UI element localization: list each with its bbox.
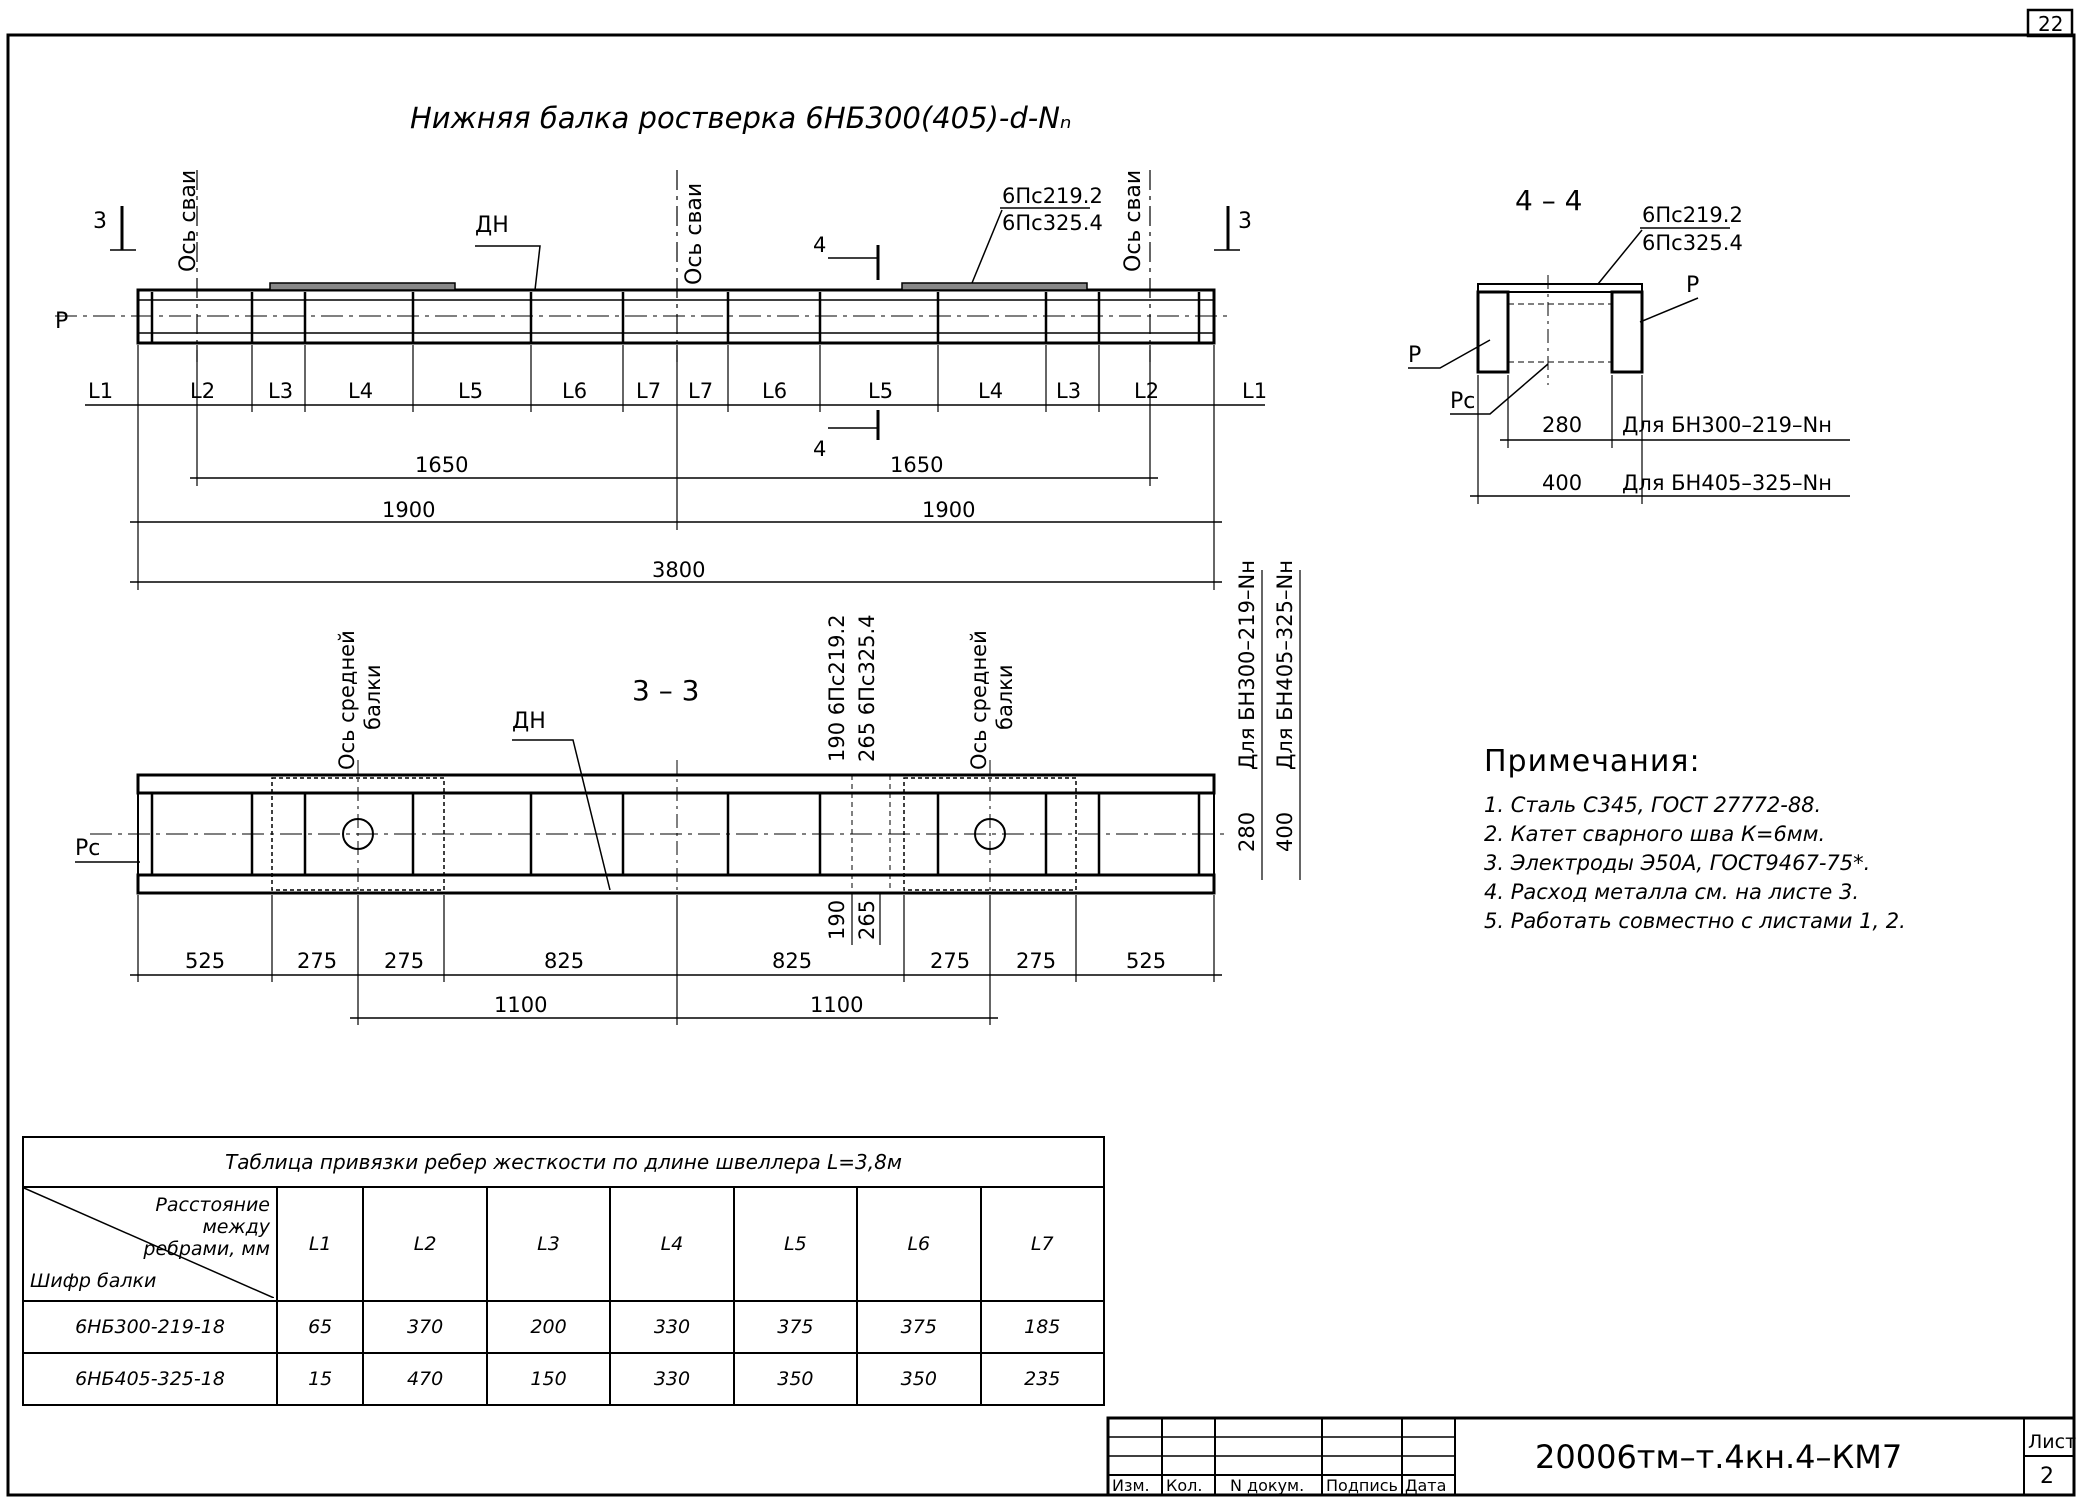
plate-label-2: 6Пс325.4	[1002, 211, 1103, 235]
col-header: L4	[610, 1187, 733, 1301]
cell: 470	[363, 1353, 486, 1405]
p-label: Р	[55, 309, 69, 334]
table-corner-header	[23, 1187, 277, 1301]
col-header: L7	[981, 1187, 1105, 1301]
s44-dim-280: 280	[1542, 413, 1583, 437]
section-4-bottom: 4	[813, 437, 827, 461]
spacing-label: L4	[978, 379, 1004, 403]
bottom-dim: 825	[772, 949, 813, 973]
col-header: L2	[363, 1187, 486, 1301]
v-dim-400: 400	[1273, 811, 1297, 852]
plan33-title: 3 – 3	[632, 674, 700, 707]
note-item: 1. Сталь С345, ГОСТ 27772-88.	[1484, 793, 1822, 817]
section-mark-right: 3	[1238, 209, 1252, 234]
s44-for-400: Для БН405–325–Nн	[1622, 471, 1832, 495]
cell: 375	[857, 1301, 980, 1353]
title-block	[1108, 1418, 2076, 1495]
stamp-col: Изм.	[1112, 1476, 1150, 1495]
s44-dim-400: 400	[1542, 471, 1583, 495]
stamp-sheet-label: Лист	[2028, 1431, 2077, 1453]
cell: 370	[363, 1301, 486, 1353]
notes-block	[1484, 744, 1906, 936]
spacing-label: L7	[636, 379, 662, 403]
bottom-dim: 275	[384, 949, 425, 973]
axis-mid-beam-left-1: Ось средней	[335, 630, 359, 770]
table-row	[23, 1353, 1104, 1405]
s44-pc: Рс	[1450, 389, 1476, 414]
axis-label-left: Ось сваи	[176, 169, 201, 272]
spacing-label: L6	[562, 379, 588, 403]
v-dim-190: 190	[825, 899, 849, 940]
top-plate-left	[270, 283, 455, 290]
section-4-top: 4	[813, 233, 827, 257]
row-name: 6НБ300-219-18	[23, 1301, 277, 1353]
stamp-code: 20006тм–т.4кн.4–КМ7	[1535, 1438, 1903, 1476]
bottom-dim: 825	[544, 949, 585, 973]
v-190-label: 190 6Пс219.2	[825, 614, 849, 762]
notes-title: Примечания:	[1484, 744, 1701, 779]
cell: 65	[277, 1301, 363, 1353]
stamp-col: Кол.	[1166, 1476, 1203, 1495]
v-dim-280: 280	[1235, 811, 1259, 852]
note-item: 4. Расход металла см. на листе 3.	[1484, 880, 1860, 904]
spacing-label: L4	[348, 379, 374, 403]
axis-mid-beam-right-1: Ось средней	[967, 630, 991, 770]
dim-1650-b: 1650	[890, 453, 944, 477]
cell: 350	[857, 1353, 980, 1405]
note-item: 2. Катет сварного шва К=6мм.	[1484, 822, 1826, 846]
v-265-label: 265 6Пс325.4	[855, 614, 879, 762]
spacing-label: L2	[1134, 379, 1160, 403]
note-item: 5. Работать совместно с листами 1, 2.	[1484, 909, 1906, 933]
section-mark-left: 3	[93, 209, 107, 234]
v-dim-265: 265	[855, 899, 879, 940]
table-row	[23, 1301, 1104, 1353]
axis-mid-beam-left-2: балки	[361, 664, 385, 730]
row-name: 6НБ405-325-18	[23, 1353, 277, 1405]
stamp-sheet-no: 2	[2040, 1464, 2054, 1489]
bottom-dim: 275	[297, 949, 338, 973]
dim-1900-a: 1900	[382, 498, 436, 522]
cell: 200	[487, 1301, 610, 1353]
axis-label-mid: Ось сваи	[682, 182, 707, 285]
s44-plate-2: 6Пс325.4	[1642, 231, 1743, 255]
cell: 15	[277, 1353, 363, 1405]
plan-pc: Рс	[75, 836, 101, 861]
cell: 330	[610, 1301, 733, 1353]
plan-3-3	[75, 560, 1300, 1025]
s44-for-280: Для БН300–219–Nн	[1622, 413, 1832, 437]
header-right: Расстояние между ребрами, мм	[143, 1194, 270, 1260]
spacing-label: L1	[88, 379, 114, 403]
cell: 150	[487, 1353, 610, 1405]
dim-1900-b: 1900	[922, 498, 976, 522]
dim-1650-a: 1650	[415, 453, 469, 477]
s44-p-left: Р	[1408, 343, 1422, 368]
s44-p-top: Р	[1686, 273, 1700, 298]
plan-dn: ДН	[512, 709, 546, 734]
cell: 330	[610, 1353, 733, 1405]
bottom-dim: 275	[930, 949, 971, 973]
dim-1100-a: 1100	[494, 993, 548, 1017]
col-header: L5	[734, 1187, 857, 1301]
v-for-2: Для БН405–325–Nн	[1273, 560, 1297, 770]
section-4-4	[1408, 184, 1850, 504]
spacing-label: L3	[1056, 379, 1082, 403]
spacing-label: L2	[190, 379, 216, 403]
spacing-label: L7	[688, 379, 714, 403]
spacing-label: L1	[1242, 379, 1268, 403]
stamp-col: N докум.	[1230, 1476, 1305, 1495]
cell: 350	[734, 1353, 857, 1405]
spacing-label: L5	[458, 379, 484, 403]
plate-label-1: 6Пс219.2	[1002, 184, 1103, 208]
stamp-col: Подпись	[1326, 1476, 1398, 1495]
header-left: Шифр балки	[30, 1270, 157, 1292]
top-plate-right	[902, 283, 1087, 290]
dim-3800: 3800	[652, 558, 706, 582]
stiffener-table	[22, 1136, 1105, 1406]
v-for-1: Для БН300–219–Nн	[1235, 560, 1259, 770]
section44-title: 4 – 4	[1515, 184, 1583, 217]
bottom-dim: 525	[185, 949, 226, 973]
col-header: L1	[277, 1187, 363, 1301]
cell: 185	[981, 1301, 1105, 1353]
col-header: L3	[487, 1187, 610, 1301]
dim-1100-b: 1100	[810, 993, 864, 1017]
table-caption: Таблица привязки ребер жесткости по длине швеллера L=3,8м	[23, 1137, 1104, 1187]
cell: 375	[734, 1301, 857, 1353]
spacing-label: L5	[868, 379, 894, 403]
spacing-label: L3	[268, 379, 294, 403]
drawing-title: Нижняя балка ростверка 6НБ300(405)-d-Nₙ	[410, 101, 1072, 135]
corner-number: 22	[2038, 12, 2064, 36]
note-item: 3. Электроды Э50А, ГОСТ9467-75*.	[1484, 851, 1871, 875]
elevation-view	[55, 170, 1267, 590]
cell: 235	[981, 1353, 1105, 1405]
bottom-dim: 275	[1016, 949, 1057, 973]
col-header: L6	[857, 1187, 980, 1301]
axis-mid-beam-right-2: балки	[993, 664, 1017, 730]
dn-label: ДН	[475, 213, 509, 238]
stamp-col: Дата	[1405, 1476, 1447, 1495]
spacing-label: L6	[762, 379, 788, 403]
axis-label-right: Ось сваи	[1121, 169, 1146, 272]
s44-plate-1: 6Пс219.2	[1642, 203, 1743, 227]
bottom-dim: 525	[1126, 949, 1167, 973]
